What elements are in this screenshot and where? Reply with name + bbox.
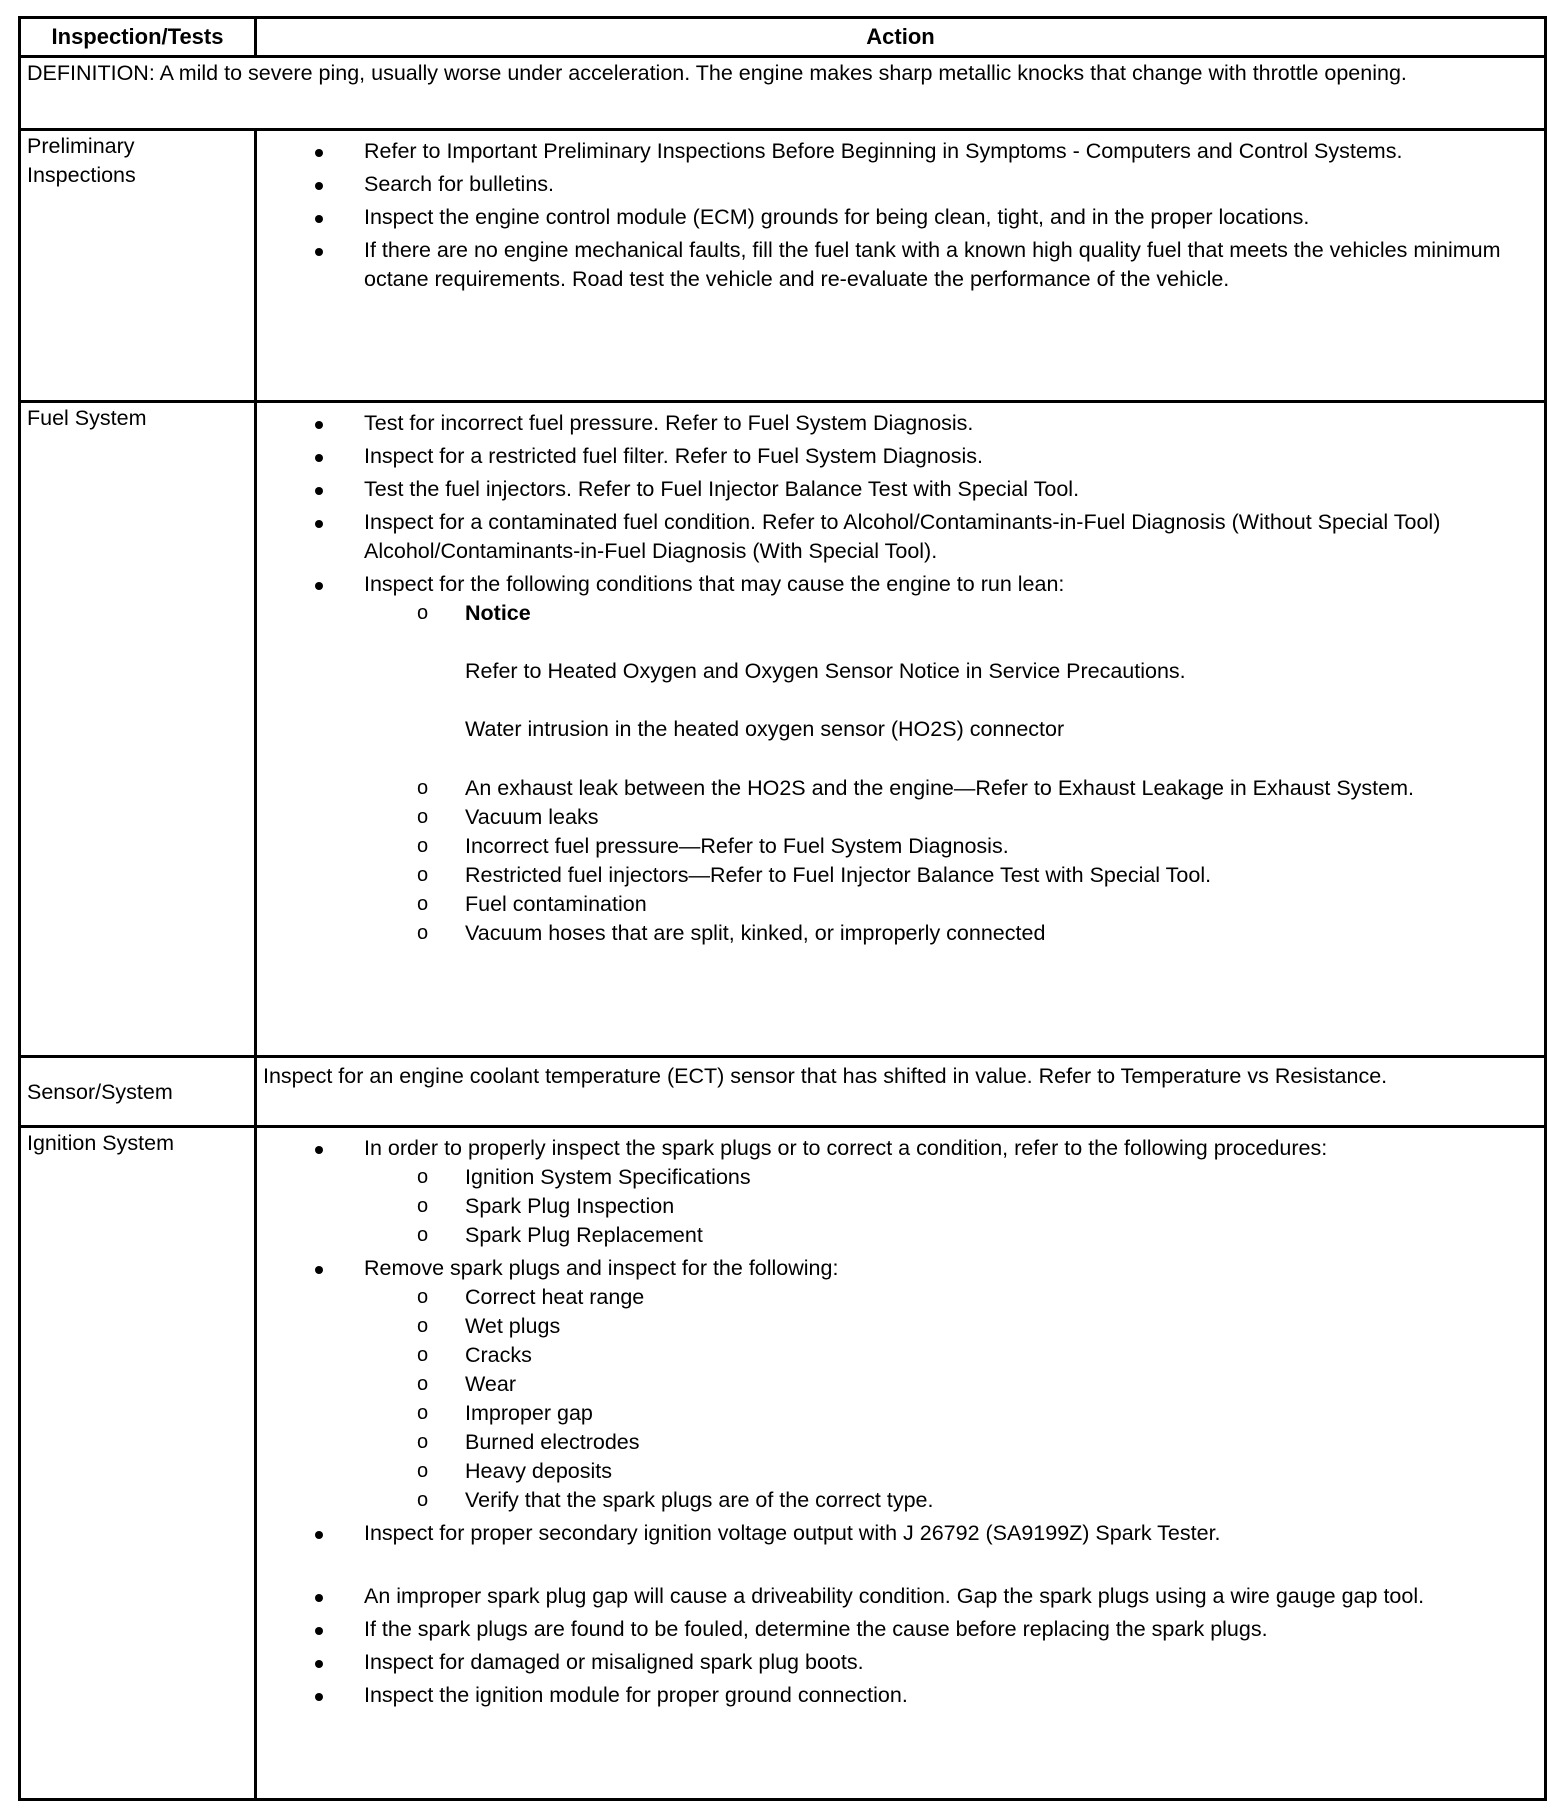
header-action: Action bbox=[256, 18, 1546, 57]
ignition-list bbox=[257, 1134, 1524, 1710]
sensor-text: Inspect for an engine coolant temperature (ECT) sensor that has shifted in value. Refer to Temperature vs Resistance. bbox=[256, 1057, 1546, 1127]
row-fuel-system bbox=[20, 402, 1546, 1057]
header-row bbox=[20, 18, 1546, 57]
procedures-list bbox=[364, 1163, 1524, 1250]
sub-list-item: o Ignition System Specifications bbox=[465, 1163, 1524, 1192]
cell-fuel-system bbox=[256, 402, 1546, 1057]
label-preliminary: Preliminary Inspections bbox=[20, 130, 256, 402]
notice-item bbox=[465, 599, 1524, 774]
sub-list-item: o Restricted fuel injectors—Refer to Fuel Injector Balance Test with Special Tool. bbox=[465, 861, 1524, 890]
fuel-list bbox=[257, 409, 1524, 948]
list-item bbox=[364, 1134, 1524, 1250]
lean-conditions-list bbox=[364, 599, 1524, 948]
list-item: Inspect the engine control module (ECM) grounds for being clean, tight, and in the proper locations. bbox=[364, 203, 1524, 232]
inspect-plugs-list bbox=[364, 1283, 1524, 1515]
list-item bbox=[364, 570, 1524, 948]
label-sensor-system: Sensor/System bbox=[20, 1057, 256, 1127]
notice-title: o Notice bbox=[465, 601, 531, 625]
list-item: If the spark plugs are found to be fouled, determine the cause before replacing the spark plugs. bbox=[364, 1615, 1524, 1644]
list-item: If there are no engine mechanical faults, fill the fuel tank with a known high quality fuel that meets the vehicles minimum octane requirements. Road test the vehicle and re-evaluate the performance of the vehicle. bbox=[364, 236, 1524, 294]
definition-text: DEFINITION: A mild to severe ping, usually worse under acceleration. The engine makes sharp metallic knocks that change with throttle opening. bbox=[20, 57, 1546, 130]
cell-ignition-system bbox=[256, 1127, 1546, 1800]
procedures-text: In order to properly inspect the spark plugs or to correct a condition, refer to the following procedures: bbox=[364, 1136, 1328, 1160]
sub-list-item: o Wet plugs bbox=[465, 1312, 1524, 1341]
sub-list-item: o Verify that the spark plugs are of the correct type. bbox=[465, 1486, 1524, 1515]
definition-row bbox=[20, 57, 1546, 130]
remove-plugs-text: Remove spark plugs and inspect for the following: bbox=[364, 1256, 839, 1280]
secondary-voltage-text: Inspect for proper secondary ignition voltage output with J 26792 (SA9199Z) Spark Tester. bbox=[364, 1521, 1221, 1545]
label-fuel-system: Fuel System bbox=[20, 402, 256, 1057]
sub-list-item: o An exhaust leak between the HO2S and the engine—Refer to Exhaust Leakage in Exhaust System. bbox=[465, 774, 1524, 803]
list-item: Refer to Important Preliminary Inspections Before Beginning in Symptoms - Computers and Control Systems. bbox=[364, 137, 1524, 166]
header-inspection-tests: Inspection/Tests bbox=[20, 18, 256, 57]
sub-list-item: o Heavy deposits bbox=[465, 1457, 1524, 1486]
notice-text: Refer to Heated Oxygen and Oxygen Sensor Notice in Service Precautions. bbox=[465, 659, 1186, 683]
sub-list-item: o Incorrect fuel pressure—Refer to Fuel System Diagnosis. bbox=[465, 832, 1524, 861]
sub-list-item: o Correct heat range bbox=[465, 1283, 1524, 1312]
sub-list-item: o Wear bbox=[465, 1370, 1524, 1399]
list-item: Inspect for a contaminated fuel condition. Refer to Alcohol/Contaminants-in-Fuel Diagnosis (Without Special Tool) Alcohol/Contaminants-in-Fuel Diagnosis (With Special Tool). bbox=[364, 508, 1524, 566]
sub-list-item: o Fuel contamination bbox=[465, 890, 1524, 919]
notice-water-text: Water intrusion in the heated oxygen sensor (HO2S) connector bbox=[465, 717, 1065, 741]
list-item: Inspect for a restricted fuel filter. Refer to Fuel System Diagnosis. bbox=[364, 442, 1524, 471]
sub-list-item: o Burned electrodes bbox=[465, 1428, 1524, 1457]
label-ignition-system: Ignition System bbox=[20, 1127, 256, 1800]
sub-list-item: o Improper gap bbox=[465, 1399, 1524, 1428]
list-item: Test the fuel injectors. Refer to Fuel Injector Balance Test with Special Tool. bbox=[364, 475, 1524, 504]
list-item: Inspect the ignition module for proper ground connection. bbox=[364, 1681, 1524, 1710]
cell-preliminary bbox=[256, 130, 1546, 402]
row-ignition-system bbox=[20, 1127, 1546, 1800]
diagnostic-table bbox=[18, 16, 1547, 1801]
sub-list-item: o Cracks bbox=[465, 1341, 1524, 1370]
sub-list-item: o Spark Plug Replacement bbox=[465, 1221, 1524, 1250]
list-item: Test for incorrect fuel pressure. Refer to Fuel System Diagnosis. bbox=[364, 409, 1524, 438]
list-item bbox=[364, 1254, 1524, 1515]
list-item: An improper spark plug gap will cause a driveability condition. Gap the spark plugs using a wire gauge gap tool. bbox=[364, 1582, 1524, 1611]
lean-conditions-text: Inspect for the following conditions that may cause the engine to run lean: bbox=[364, 572, 1065, 596]
list-item: Search for bulletins. bbox=[364, 170, 1524, 199]
sub-list-item: o Vacuum hoses that are split, kinked, or improperly connected bbox=[465, 919, 1524, 948]
row-preliminary bbox=[20, 130, 1546, 402]
sub-list-item: o Vacuum leaks bbox=[465, 803, 1524, 832]
list-item: Inspect for damaged or misaligned spark plug boots. bbox=[364, 1648, 1524, 1677]
list-item bbox=[364, 1519, 1524, 1578]
preliminary-list bbox=[257, 137, 1524, 294]
sub-list-item: o Spark Plug Inspection bbox=[465, 1192, 1524, 1221]
row-sensor-system bbox=[20, 1057, 1546, 1127]
